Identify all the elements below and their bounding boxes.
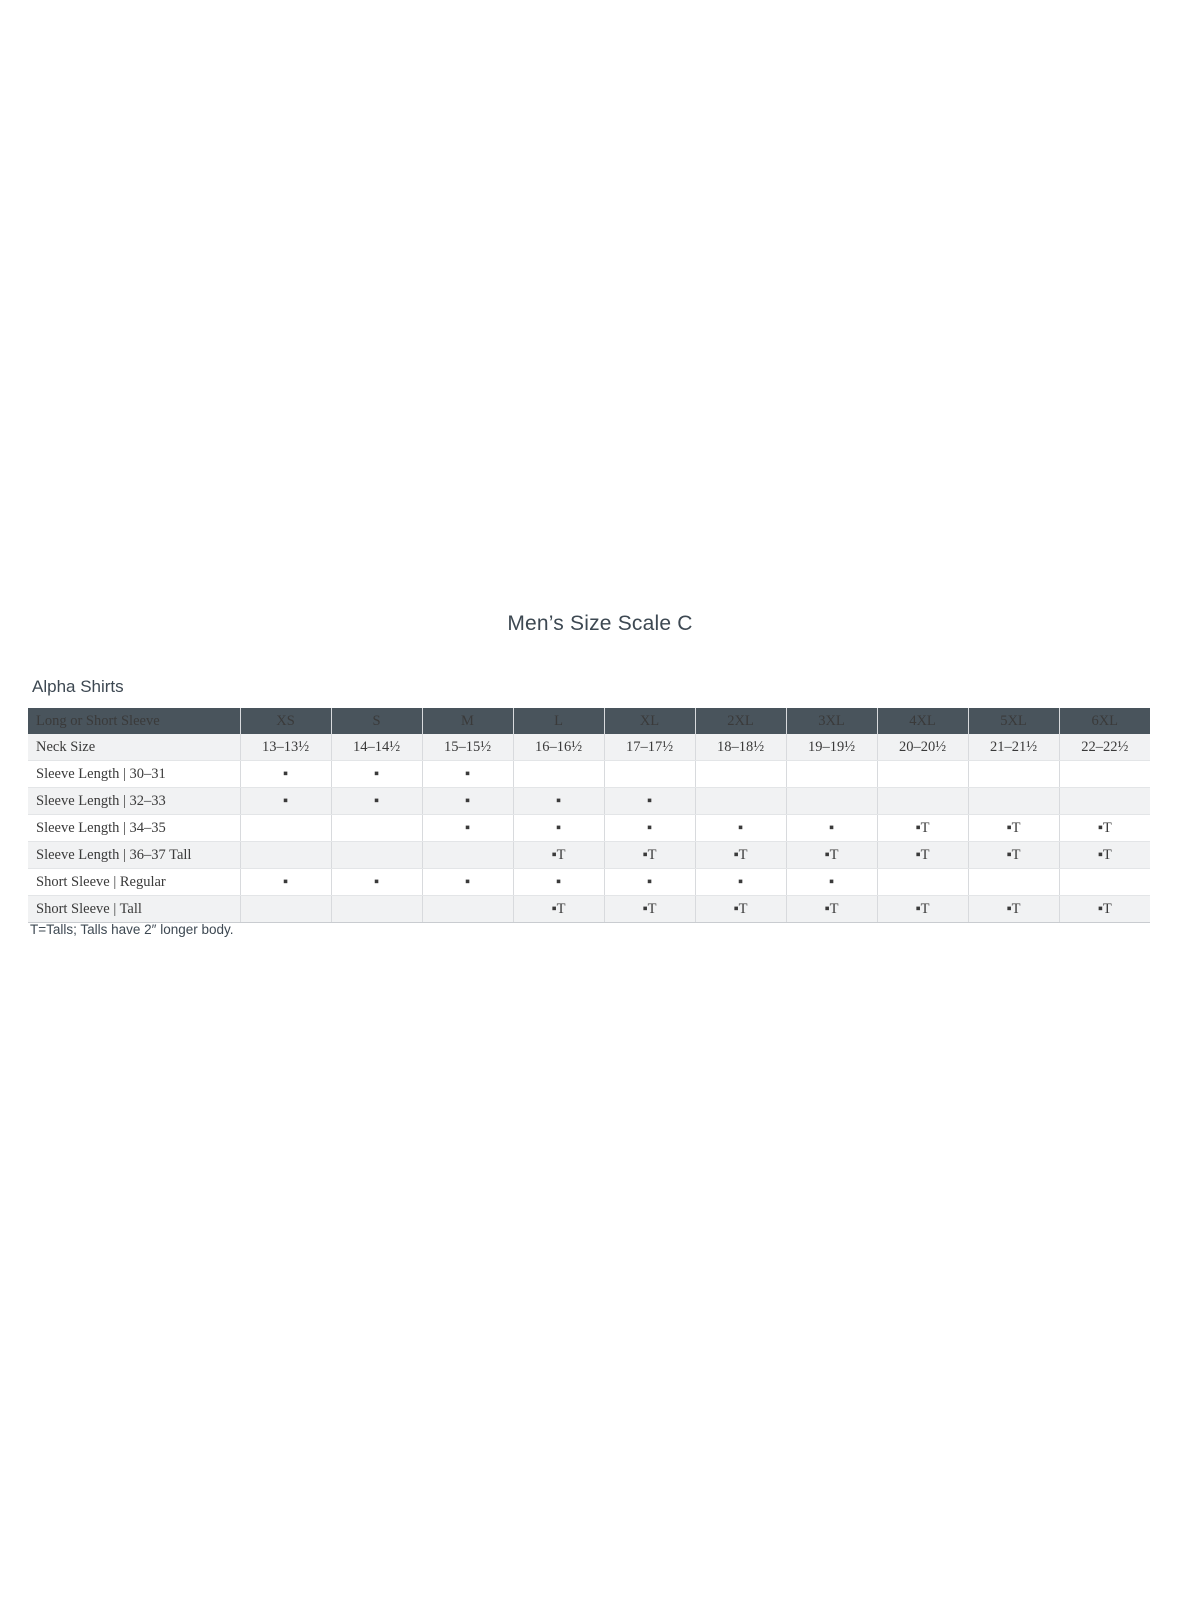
cell: 15–15½ xyxy=(422,734,513,761)
table-header xyxy=(28,708,1150,734)
column-header-xs: XS xyxy=(240,708,331,734)
column-header-5xl: 5XL xyxy=(968,708,1059,734)
column-header-sleeve-type: Long or Short Sleeve xyxy=(28,708,240,734)
table-row xyxy=(28,815,1150,842)
column-header-3xl: 3XL xyxy=(786,708,877,734)
cell: ▪T xyxy=(513,842,604,869)
cell: ▪ xyxy=(513,869,604,896)
cell: ▪ xyxy=(422,761,513,788)
size-table xyxy=(28,708,1150,923)
row-label-sleeve-34-35: Sleeve Length | 34–35 xyxy=(28,815,240,842)
row-label-short-sleeve-tall: Short Sleeve | Tall xyxy=(28,896,240,923)
column-header-4xl: 4XL xyxy=(877,708,968,734)
cell: ▪T xyxy=(968,815,1059,842)
cell: ▪ xyxy=(513,788,604,815)
cell xyxy=(331,896,422,923)
cell xyxy=(968,761,1059,788)
column-header-6xl: 6XL xyxy=(1059,708,1150,734)
cell: ▪ xyxy=(240,761,331,788)
cell: ▪ xyxy=(422,869,513,896)
cell: ▪ xyxy=(422,815,513,842)
cell xyxy=(240,896,331,923)
cell: 19–19½ xyxy=(786,734,877,761)
cell xyxy=(240,842,331,869)
cell: ▪ xyxy=(331,788,422,815)
row-label-short-sleeve-regular: Short Sleeve | Regular xyxy=(28,869,240,896)
cell: 16–16½ xyxy=(513,734,604,761)
cell: ▪ xyxy=(240,788,331,815)
cell: ▪T xyxy=(1059,842,1150,869)
cell: ▪T xyxy=(513,896,604,923)
cell xyxy=(422,896,513,923)
cell: ▪ xyxy=(786,869,877,896)
section-title: Alpha Shirts xyxy=(32,677,124,696)
cell: ▪T xyxy=(604,842,695,869)
cell xyxy=(695,761,786,788)
cell: ▪ xyxy=(604,869,695,896)
cell: ▪ xyxy=(604,788,695,815)
column-header-xl: XL xyxy=(604,708,695,734)
cell: 17–17½ xyxy=(604,734,695,761)
cell: ▪T xyxy=(604,896,695,923)
table-row xyxy=(28,734,1150,761)
column-header-s: S xyxy=(331,708,422,734)
cell xyxy=(877,788,968,815)
row-label-sleeve-36-37-tall: Sleeve Length | 36–37 Tall xyxy=(28,842,240,869)
cell xyxy=(968,869,1059,896)
cell: ▪ xyxy=(604,815,695,842)
cell: ▪T xyxy=(695,842,786,869)
table-row xyxy=(28,842,1150,869)
cell xyxy=(240,815,331,842)
cell xyxy=(877,869,968,896)
cell xyxy=(877,761,968,788)
cell xyxy=(513,761,604,788)
row-label-sleeve-30-31: Sleeve Length | 30–31 xyxy=(28,761,240,788)
cell: ▪ xyxy=(786,815,877,842)
cell xyxy=(968,788,1059,815)
cell: ▪T xyxy=(1059,896,1150,923)
cell: 20–20½ xyxy=(877,734,968,761)
cell: ▪ xyxy=(695,815,786,842)
cell: 14–14½ xyxy=(331,734,422,761)
cell xyxy=(1059,788,1150,815)
cell: 13–13½ xyxy=(240,734,331,761)
cell: 22–22½ xyxy=(1059,734,1150,761)
cell: ▪ xyxy=(331,869,422,896)
column-header-m: M xyxy=(422,708,513,734)
size-table-container xyxy=(28,708,1146,923)
cell: ▪ xyxy=(695,869,786,896)
cell xyxy=(604,761,695,788)
cell: ▪T xyxy=(1059,815,1150,842)
cell: ▪T xyxy=(786,842,877,869)
cell: ▪T xyxy=(695,896,786,923)
cell: ▪T xyxy=(786,896,877,923)
cell: ▪T xyxy=(968,896,1059,923)
cell: ▪T xyxy=(877,896,968,923)
table-row xyxy=(28,761,1150,788)
row-label-neck-size: Neck Size xyxy=(28,734,240,761)
cell xyxy=(331,842,422,869)
table-row xyxy=(28,788,1150,815)
cell: ▪ xyxy=(331,761,422,788)
cell: ▪ xyxy=(422,788,513,815)
table-body xyxy=(28,734,1150,923)
column-header-l: L xyxy=(513,708,604,734)
cell xyxy=(786,761,877,788)
cell: 18–18½ xyxy=(695,734,786,761)
cell: ▪ xyxy=(240,869,331,896)
table-header-row xyxy=(28,708,1150,734)
cell: ▪ xyxy=(513,815,604,842)
row-label-sleeve-32-33: Sleeve Length | 32–33 xyxy=(28,788,240,815)
cell: ▪T xyxy=(968,842,1059,869)
table-row xyxy=(28,896,1150,923)
cell xyxy=(786,788,877,815)
table-row xyxy=(28,869,1150,896)
cell: ▪T xyxy=(877,815,968,842)
cell xyxy=(1059,869,1150,896)
page-title: Men’s Size Scale C xyxy=(507,612,693,635)
footnote: T=Talls; Talls have 2″ longer body. xyxy=(30,922,234,937)
cell: ▪T xyxy=(877,842,968,869)
column-header-2xl: 2XL xyxy=(695,708,786,734)
cell xyxy=(1059,761,1150,788)
cell xyxy=(331,815,422,842)
cell: 21–21½ xyxy=(968,734,1059,761)
cell xyxy=(695,788,786,815)
cell xyxy=(422,842,513,869)
